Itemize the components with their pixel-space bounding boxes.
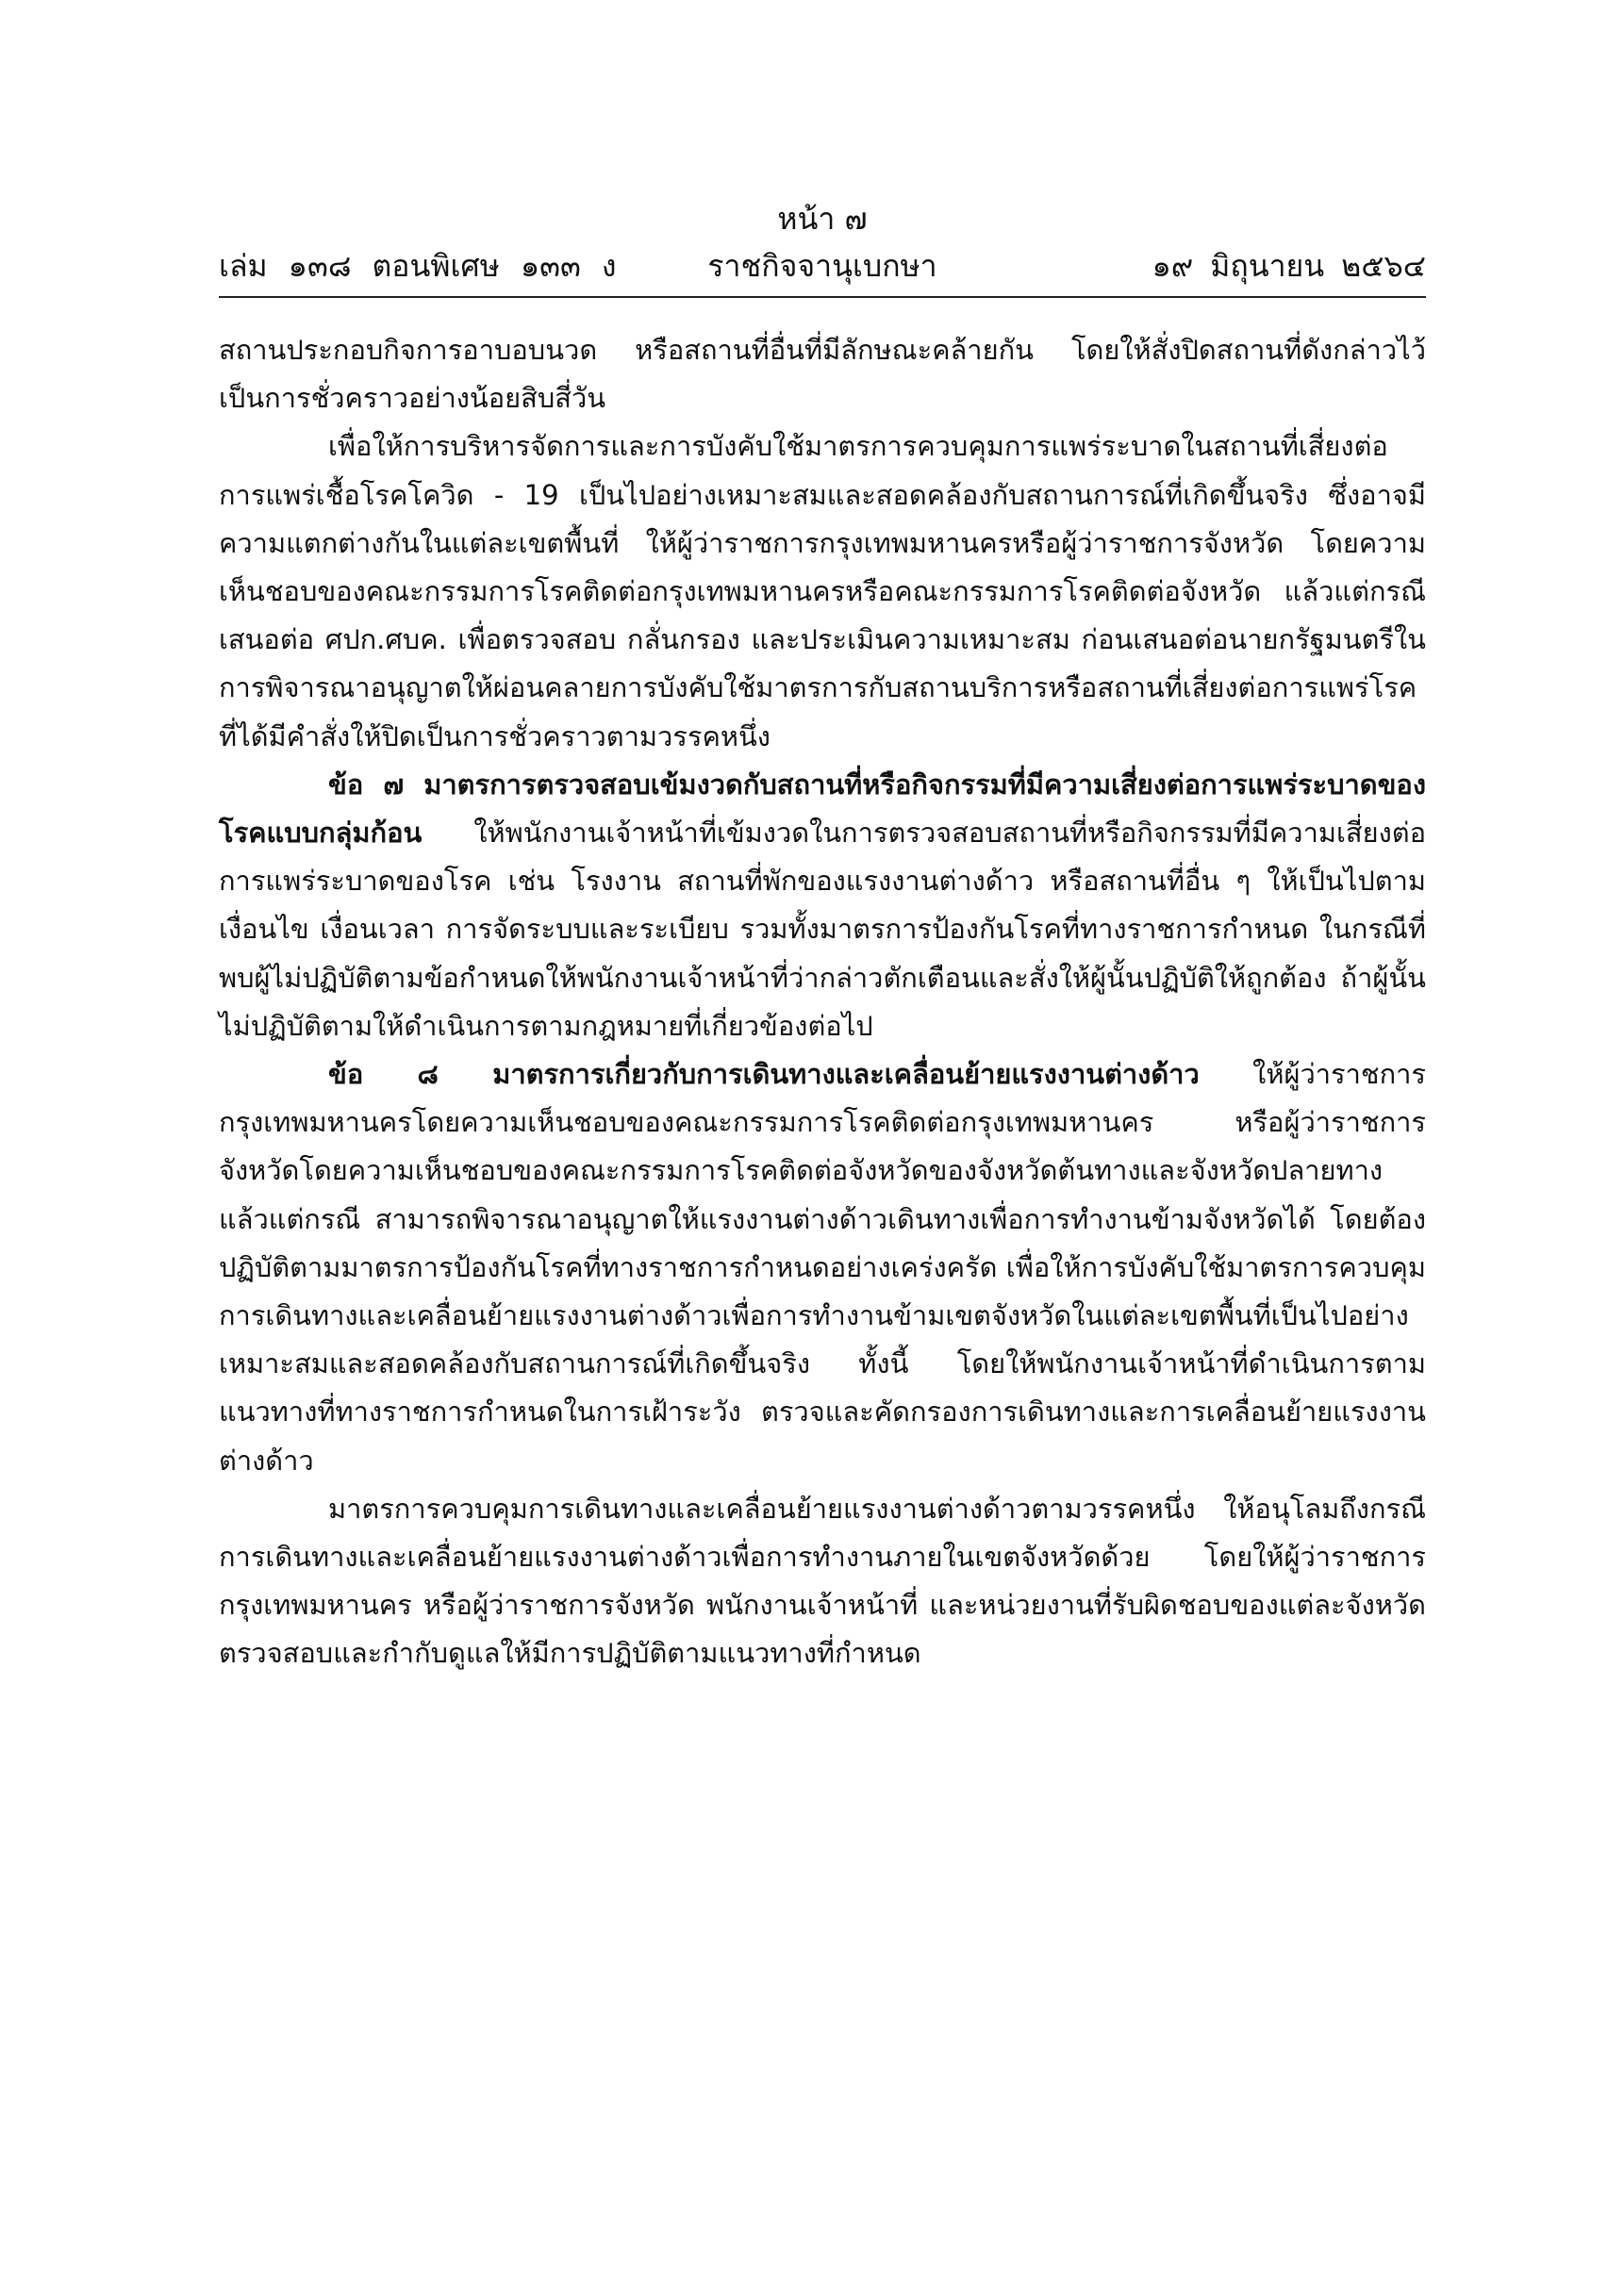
page-number: หน้า ๗ (777, 201, 868, 237)
publication-date (1135, 245, 1426, 287)
volume-label: เล่ม (219, 248, 268, 284)
clause-8-text: ให้ผู้ว่าราชการกรุงเทพมหานครโดยความเห็นชอบของคณะกรรมการโรคติดต่อกรุงเทพมหานคร หรือผู้ว่าราชการจังหวัดโดยความเห็นชอบของคณะกรรมการโรคติดต่อจังหวัดของจังหวัดต้นทางและจังหวัดปลายทาง แล้วแต่กรณี สามารถพิจารณาอนุญาตให้แรงงานต่างด้าวเดินทางเพื่อการทำงานข้ามจังหวัดได้ โดยต้องปฏิบัติตามมาตรการป้องกันโรคที่ทางราชการกำหนดอย่างเคร่งครัด เพื่อให้การบังคับใช้มาตรการควบคุมการเดินทางและเคลื่อนย้ายแรงงานต่างด้าวเพื่อการทำงานข้ามเขตจังหวัดในแต่ละเขตพื้นที่เป็นไปอย่างเหมาะสมและสอดคล้องกับสถานการณ์ที่เกิดขึ้นจริง ทั้งนี้ โดยให้พนักงานเจ้าหน้าที่ดำเนินการตามแนวทางที่ทางราชการกำหนดในการเฝ้าระวัง ตรวจและคัดกรองการเดินทางและการเคลื่อนย้ายแรงงานต่างด้าว (219, 1058, 1426, 1477)
volume-number: ๑๓๘ (288, 248, 352, 284)
clause-7-heading: ข้อ ๗ มาตรการตรวจสอบเข้มงวดกับสถานที่หรือกิจกรรมที่มีความเสี่ยงต่อการแพร่ระบาดของโรคแบบกลุ่มก้อน (219, 768, 1426, 850)
header-row (219, 245, 1426, 287)
clause-7-text: ให้พนักงานเจ้าหน้าที่เข้มงวดในการตรวจสอบสถานที่หรือกิจกรรมที่มีความเสี่ยงต่อการแพร่ระบาดของโรค เช่น โรงงาน สถานที่พักของแรงงานต่างด้าว หรือสถานที่อื่น ๆ ให้เป็นไปตามเงื่อนไข เงื่อนเวลา การจัดระบบและระเบียบ รวมทั้งมาตรการป้องกันโรคที่ทางราชการกำหนด ในกรณีที่พบผู้ไม่ปฏิบัติตามข้อกำหนดให้พนักงานเจ้าหน้าที่ว่ากล่าวตักเตือนและสั่งให้ผู้นั้นปฏิบัติให้ถูกต้อง ถ้าผู้นั้นไม่ปฏิบัติตามให้ดำเนินการตามกฎหมายที่เกี่ยวข้องต่อไป (219, 817, 1426, 1042)
clause-8-heading: ข้อ ๘ มาตรการเกี่ยวกับการเดินทางและเคลื่อนย้ายแรงงานต่างด้าว (328, 1058, 1200, 1091)
paragraph-measure-relaxation: เพื่อให้การบริหารจัดการและการบังคับใช้มาตรการควบคุมการแพร่ระบาดในสถานที่เสี่ยงต่อการแพร่เชื้อโรคโควิด - 19 เป็นไปอย่างเหมาะสมและสอดคล้องกับสถานการณ์ที่เกิดขึ้นจริง ซึ่งอาจมีความแตกต่างกันในแต่ละเขตพื้นที่ ให้ผู้ว่าราชการกรุงเทพมหานครหรือผู้ว่าราชการจังหวัด โดยความเห็นชอบของคณะกรรมการโรคติดต่อกรุงเทพมหานครหรือคณะกรรมการโรคติดต่อจังหวัด แล้วแต่กรณี เสนอต่อ ศปก.ศบค. เพื่อตรวจสอบ กลั่นกรอง และประเมินความเหมาะสม ก่อนเสนอต่อนายกรัฐมนตรีในการพิจารณาอนุญาตให้ผ่อนคลายการบังคับใช้มาตรการกับสถานบริการหรือสถานที่เสี่ยงต่อการแพร่โรคที่ได้มีคำสั่งให้ปิดเป็นการชั่วคราวตามวรรคหนึ่ง (219, 430, 1426, 752)
publication-name: ราชกิจจานุเบกษา (707, 248, 937, 284)
paragraph-clause-8-extension: มาตรการควบคุมการเดินทางและเคลื่อนย้ายแรงงานต่างด้าวตามวรรคหนึ่ง ให้อนุโลมถึงกรณีการเดินทางและเคลื่อนย้ายแรงงานต่างด้าวเพื่อการทำงานภายในเขตจังหวัดด้วย โดยให้ผู้ว่าราชการกรุงเทพมหานคร หรือผู้ว่าราชการจังหวัด พนักงานเจ้าหน้าที่ และหน่วยงานที่รับผิดชอบของแต่ละจังหวัดตรวจสอบและกำกับดูแลให้มีการปฏิบัติตามแนวทางที่กำหนด (219, 1492, 1426, 1670)
gazette-header (219, 198, 1426, 292)
paragraph-clause-8 (219, 1050, 1426, 1485)
date-year: ๒๕๖๔ (1341, 248, 1426, 284)
date-month: มิถุนายน (1210, 248, 1325, 284)
header-divider (219, 296, 1426, 298)
section-letter: ง (601, 248, 617, 284)
section-label: ตอนพิเศษ (372, 248, 500, 284)
date-day: ๑๙ (1152, 248, 1194, 284)
paragraph-clause-7 (219, 761, 1426, 1050)
paragraph-continuation: สถานประกอบกิจการอาบอบนวด หรือสถานที่อื่นที่มีลักษณะคล้ายกัน โดยให้สั่งปิดสถานที่ดังกล่าวไว้เป็นการชั่วคราวอย่างน้อยสิบสี่วัน (219, 334, 1426, 415)
document-body (219, 326, 1426, 1678)
section-number: ๑๓๓ (520, 248, 581, 284)
